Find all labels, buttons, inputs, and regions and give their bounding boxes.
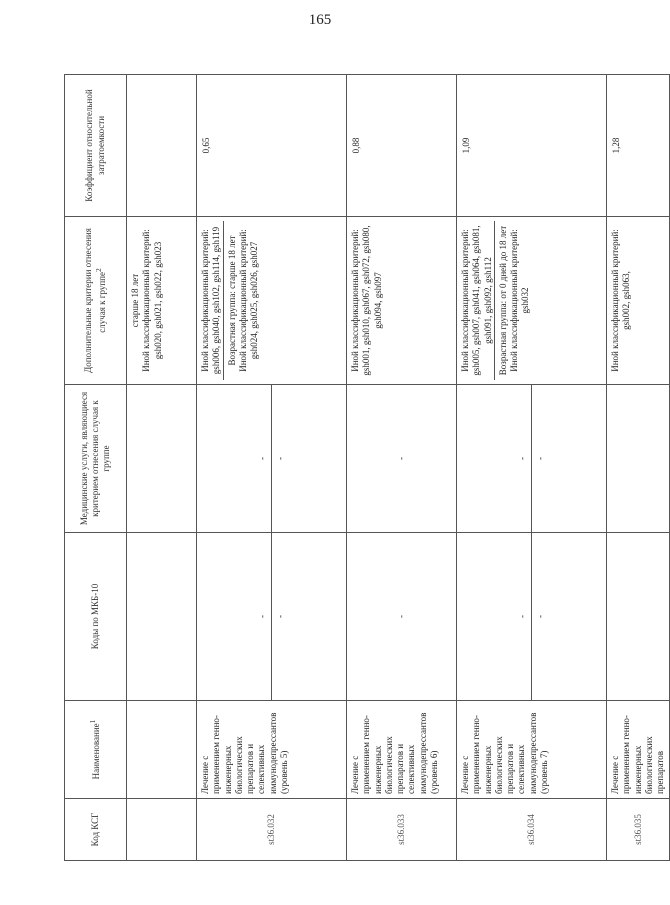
criteria-cell: Иной классификационный критерий: gsh006, gsh040, gsh102, gsh114, gsh119 Возрастная группа: старше 18 лет Иной классификационный критерий: gsh024, gsh025, gsh026, gsh027 (197, 217, 347, 385)
header-coef: Коэффициент относительной затратоемкости (65, 75, 127, 217)
ksg-name: Лечение с применением генно-инженерных биологических препаратов и селективных иммунодепрессантов (уровень 6) (347, 701, 457, 799)
ksg-code: st36.035 (607, 799, 670, 861)
header-row (65, 75, 127, 861)
coef-value: 1,09 (457, 75, 607, 217)
ksg-table (64, 74, 670, 861)
header-mkb: Коды по МКБ-10 (65, 533, 127, 701)
coef-value: 0,88 (347, 75, 457, 217)
table-row: st36.033 Лечение с применением генно-инженерных биологических препаратов и селективных иммунодепрессантов (уровень 6) - - Иной классификационный критерий: gsh001, gsh010, gsh067, gsh072, gsh080, gsh094, gsh097 0,88 (347, 75, 457, 861)
ksg-name: Лечение с применением генно-инженерных биологических препаратов (607, 701, 670, 799)
ksg-code: st36.034 (457, 799, 607, 861)
table-row (607, 75, 670, 861)
header-criteria: Дополнительные критерии отнесения случая к группе$^2$ (65, 217, 127, 385)
table-row (127, 75, 197, 861)
criteria-cell: Иной классификационный критерий: gsh001, gsh010, gsh067, gsh072, gsh080, gsh094, gsh097 (347, 217, 457, 385)
ksg-name: Лечение с применением генно-инженерных биологических препаратов и селективных иммунодепрессантов (уровень 7) (457, 701, 607, 799)
table-row: st36.032 Лечение с применением генно-инженерных биологических препаратов и селективных иммунодепрессантов (уровень 5) - - - - Иной классификационный критерий: gsh006, gsh040, gsh102, gsh114, gsh119 Возрастная группа: старше 18 лет Иной классификационный критерий: gsh024, gsh025, gsh026, gsh027 0,65 (197, 75, 347, 861)
coef-value: 0,65 (197, 75, 347, 217)
criteria-cell: старше 18 лет Иной классификационный критерий: gsh020, gsh021, gsh022, gsh023 (127, 217, 197, 385)
ksg-name: Лечение с применением генно-инженерных биологических препаратов и селективных иммунодепрессантов (уровень 5) (197, 701, 347, 799)
ksg-code: st36.033 (347, 799, 457, 861)
rotated-table-wrapper (64, 75, 665, 861)
header-name: Наименование$^1$ (65, 701, 127, 799)
criteria-cell: Иной классификационный критерий: gsh005, gsh007, gsh041, gsh064, gsh081, gsh091, gsh092, gsh112 Возрастная группа: от 0 дней до 18 лет Иной классификационный критерий: gsh032 (457, 217, 607, 385)
header-code: Код КСГ (65, 799, 127, 861)
header-services: Медицинские услуги, являющиеся критерием отнесения случая к группе (65, 385, 127, 533)
criteria-cell: Иной классификационный критерий: gsh002, gsh063, (607, 217, 670, 385)
page-number: 165 (308, 12, 332, 28)
table-row: st36.034 Лечение с применением генно-инженерных биологических препаратов и селективных иммунодепрессантов (уровень 7) - - - - Иной классификационный критерий: gsh005, gsh007, gsh041, gsh064, gsh081, gsh091, gsh092, gsh112 Возрастная группа: от 0 дней до 18 лет Иной классификационный критерий: gsh032 1,09 (457, 75, 607, 861)
ksg-code: st36.032 (197, 799, 347, 861)
coef-value: 1,28 (607, 75, 670, 217)
